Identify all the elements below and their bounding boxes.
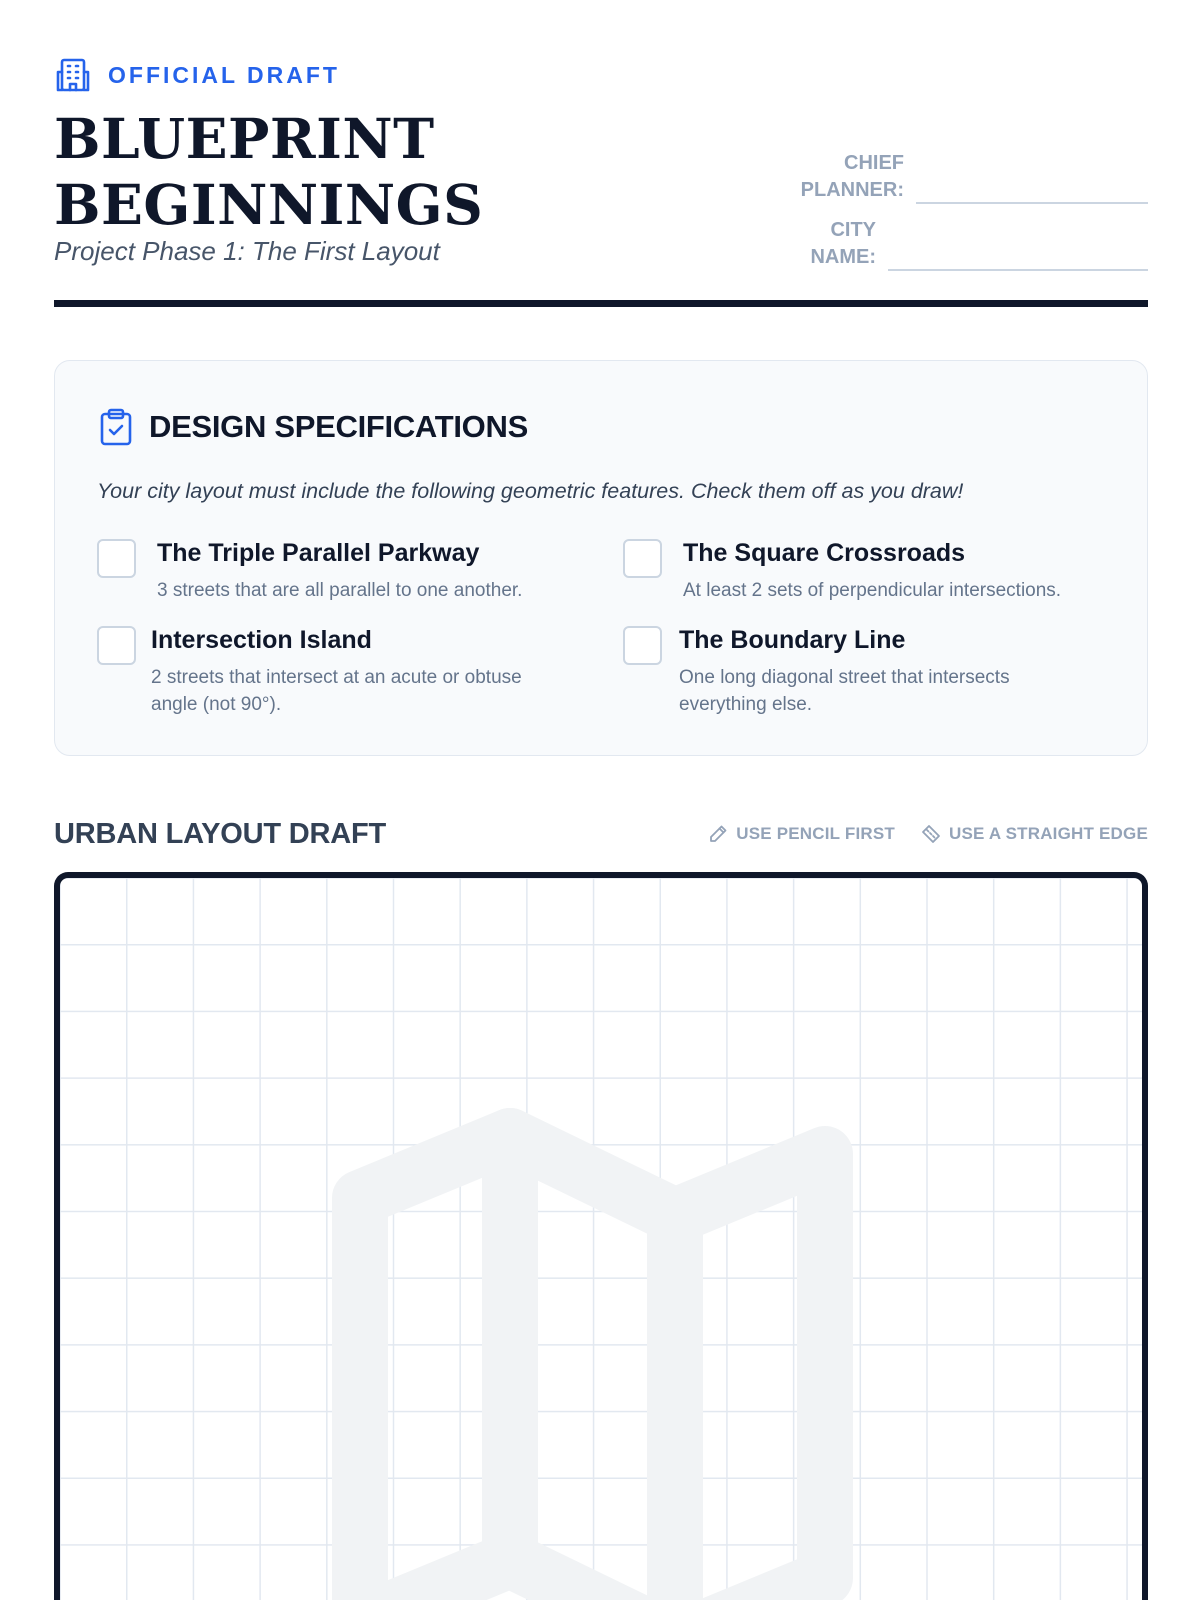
title-line-2: BEGINNINGS (54, 172, 484, 237)
task-checkbox[interactable] (623, 626, 662, 665)
city-name-line[interactable] (888, 269, 1148, 271)
specs-title: DESIGN SPECIFICATIONS (149, 409, 528, 444)
eyebrow-label: OFFICIAL DRAFT (108, 61, 340, 88)
page-title (54, 106, 483, 238)
chief-planner-label-line2: PLANNER: (800, 179, 904, 201)
task-checkbox[interactable] (623, 539, 662, 578)
ruler-icon (921, 824, 941, 844)
chief-planner-label (754, 150, 904, 204)
chief-planner-label-line1: CHIEF (844, 152, 904, 174)
hint-pencil-label: USE PENCIL FIRST (736, 824, 895, 843)
hint-pencil (708, 824, 895, 844)
map-icon (330, 1108, 860, 1600)
specs-heading (99, 407, 528, 447)
task-description: 3 streets that are all parallel to one another. (157, 580, 523, 601)
chief-planner-line[interactable] (916, 202, 1148, 204)
city-name-label-line2: NAME: (810, 246, 876, 268)
chief-planner-field[interactable] (754, 150, 1148, 206)
task-name: The Square Crossroads (683, 539, 966, 567)
task-checkbox[interactable] (97, 626, 136, 665)
city-name-label-line1: CITY (830, 219, 876, 241)
info-fields (754, 150, 1148, 284)
eyebrow (54, 56, 340, 94)
task-name: The Triple Parallel Parkway (157, 539, 480, 567)
city-name-label (754, 217, 876, 271)
hint-straight-edge-label: USE A STRAIGHT EDGE (948, 824, 1148, 843)
specs-intro: Your city layout must include the following geometric features. Check them off as you draw! (97, 479, 964, 503)
pencil-icon (708, 824, 728, 844)
task-name: Intersection Island (151, 626, 372, 654)
draft-title: URBAN LAYOUT DRAFT (54, 818, 387, 850)
drawing-grid[interactable] (54, 872, 1148, 1600)
clipboard-check-icon (99, 408, 133, 446)
task-checkbox[interactable] (97, 539, 136, 578)
draft-heading (54, 814, 1148, 854)
building-icon (54, 56, 92, 94)
worksheet-header (54, 56, 1148, 308)
task-description: One long diagonal street that intersects everything else. (679, 667, 1010, 715)
page-subtitle: Project Phase 1: The First Layout (54, 236, 440, 266)
task-name: The Boundary Line (679, 626, 906, 654)
task-description: 2 streets that intersect at an acute or obtuse angle (not 90°). (151, 667, 522, 715)
header-divider (54, 300, 1148, 307)
design-specifications-card (54, 360, 1148, 756)
hint-straight-edge (921, 824, 1148, 844)
title-line-1: BLUEPRINT (54, 106, 435, 171)
city-name-field[interactable] (754, 217, 1148, 273)
draft-hints (682, 824, 1148, 844)
task-description: At least 2 sets of perpendicular intersections. (683, 580, 1062, 601)
